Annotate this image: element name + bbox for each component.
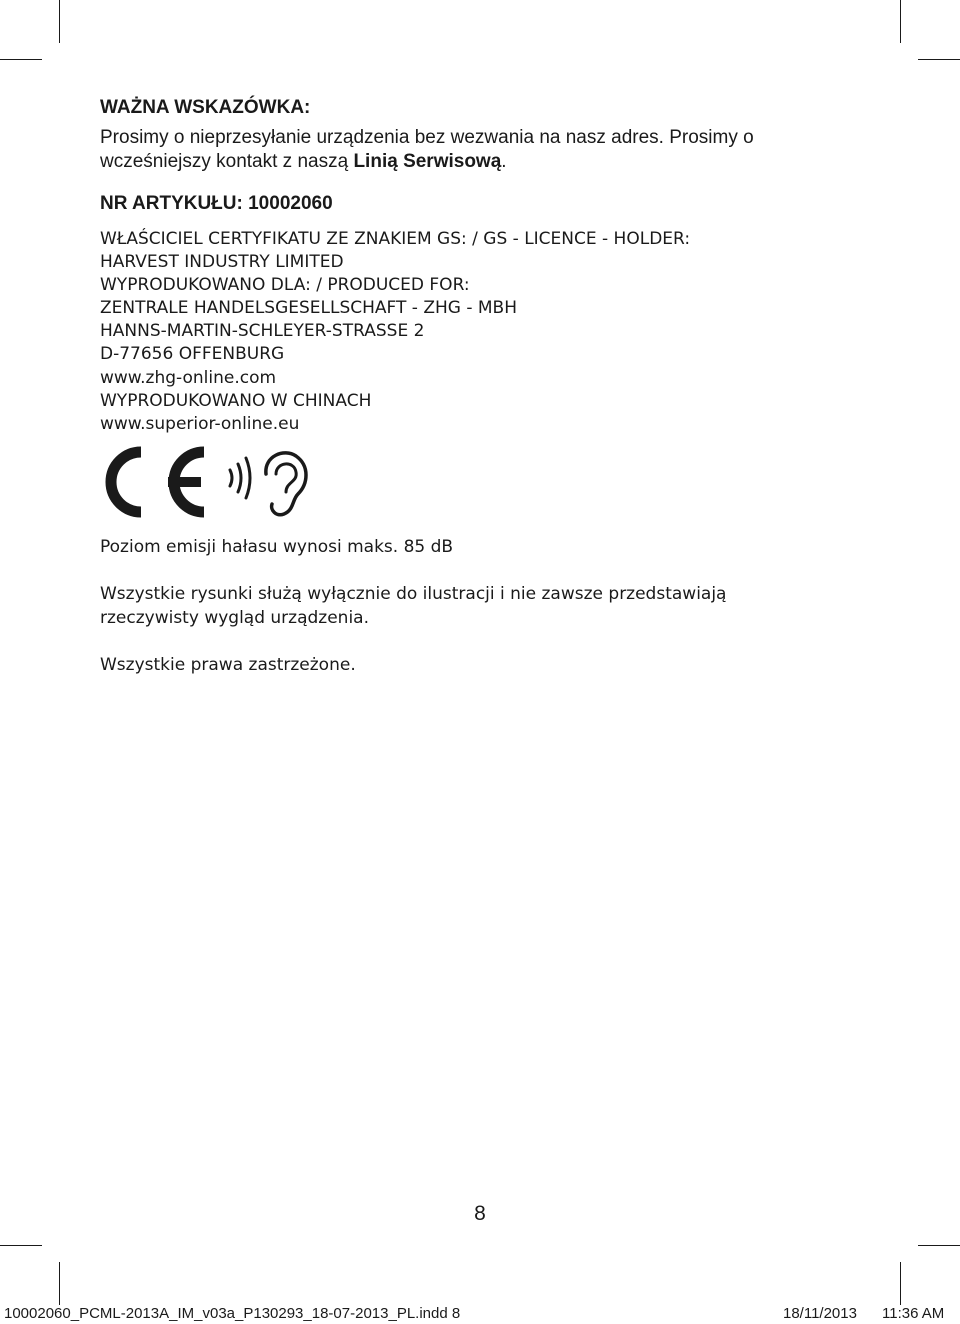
drawings-line-2: rzeczywisty wygląd urządzenia.	[100, 607, 370, 628]
rights-reserved: Wszystkie prawa zastrzeżone.	[100, 655, 356, 676]
info-line: ZENTRALE HANDELSGESELLSCHAFT - ZHG - MBH	[100, 298, 518, 319]
notice-line-2-suffix: .	[501, 151, 507, 172]
info-line: WYPRODUKOWANO DLA: / PRODUCED FOR:	[100, 275, 470, 296]
article-number: NR ARTYKUŁU: 10002060	[100, 193, 333, 214]
page-content	[100, 96, 880, 678]
info-line: WYPRODUKOWANO W CHINACH	[100, 390, 372, 411]
footer-file-name: 10002060_PCML-2013A_IM_v03a_P130293_18-07-2013_PL.indd 8	[4, 1305, 461, 1322]
crop-mark-right-top	[918, 59, 960, 60]
footer-time: 11:36 AM	[882, 1305, 945, 1322]
notice-line-1: Prosimy o nieprzesyłanie urządzenia bez wezwania na nasz adres. Prosimy o	[100, 127, 754, 148]
info-line: D-77656 OFFENBURG	[100, 344, 285, 365]
ear-sound-icon	[230, 453, 306, 515]
crop-mark-top-left	[59, 0, 60, 43]
crop-mark-left-bottom	[0, 1245, 42, 1246]
page-number: 8	[474, 1202, 486, 1225]
info-line: www.zhg-online.com	[100, 367, 277, 388]
notice-text	[100, 126, 880, 174]
service-line-name: Linią Serwisową	[353, 151, 502, 172]
noise-level-text: Poziom emisji hałasu wynosi maks. 85 dB	[100, 536, 454, 557]
crop-mark-right-bottom	[918, 1245, 960, 1246]
drawings-line-1: Wszystkie rysunki służą wyłącznie do ilustracji i nie zawsze przedstawiają	[100, 584, 727, 605]
notice-line-2-prefix: wcześniejszy kontakt z naszą	[100, 151, 354, 172]
notice-heading: WAŻNA WSKAZÓWKA:	[100, 97, 311, 118]
certification-logos	[100, 446, 880, 526]
crop-mark-top-right	[900, 0, 901, 43]
crop-mark-left-top	[0, 59, 42, 60]
info-line: HARVEST INDUSTRY LIMITED	[100, 252, 344, 273]
info-line: WŁAŚCICIEL CERTYFIKATU ZE ZNAKIEM GS: / GS - LICENCE - HOLDER:	[100, 229, 691, 249]
info-line: www.superior-online.eu	[100, 413, 300, 434]
manufacturer-info	[100, 228, 880, 436]
crop-mark-bottom-right	[900, 1262, 901, 1305]
footer-date: 18/11/2013	[783, 1305, 857, 1322]
info-line: HANNS-MARTIN-SCHLEYER-STRASSE 2	[100, 321, 425, 342]
drawings-disclaimer	[100, 583, 880, 630]
ce-mark-icon	[100, 446, 320, 518]
crop-mark-bottom-left	[59, 1262, 60, 1305]
